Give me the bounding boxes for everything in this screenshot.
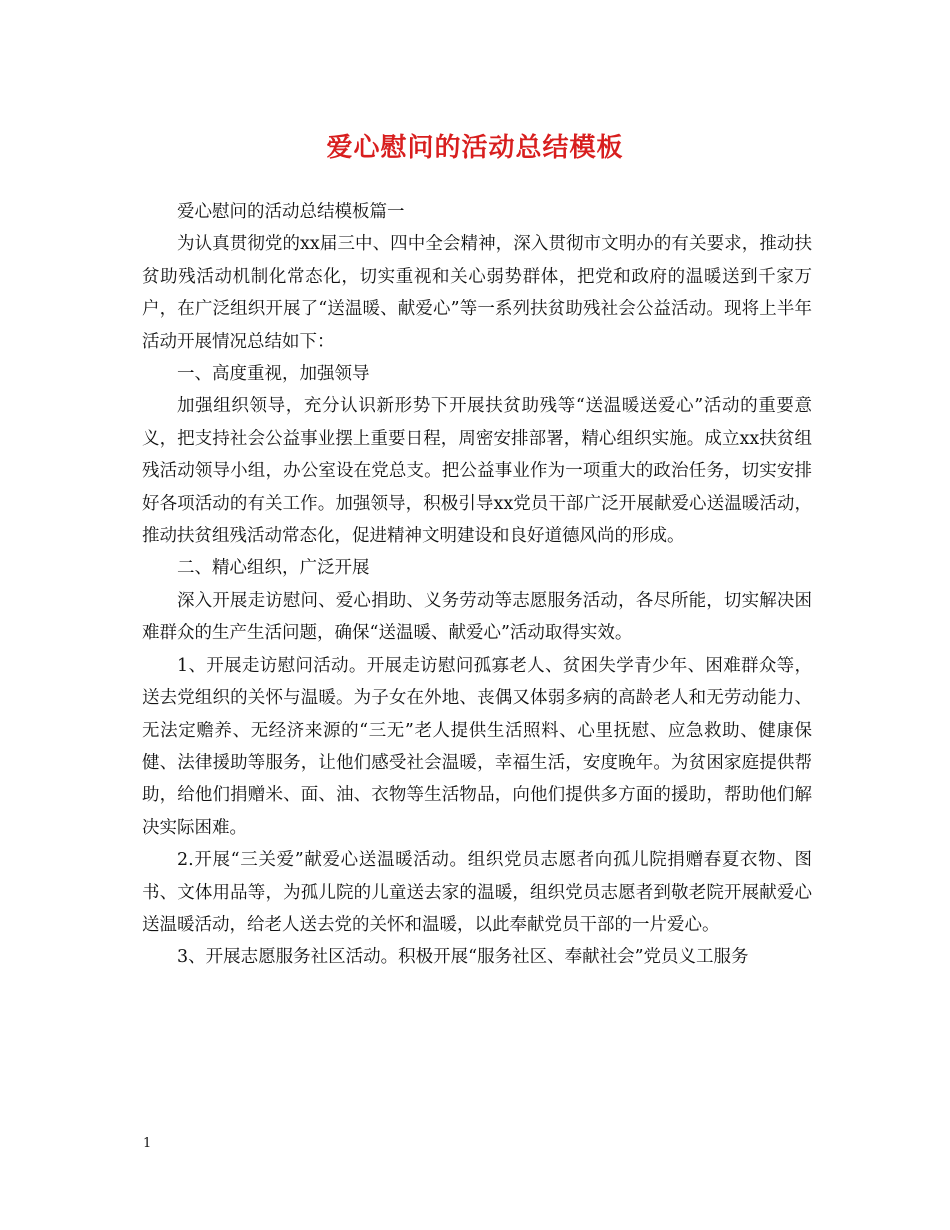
paragraph-intro: 为认真贯彻党的xx届三中、四中全会精神，深入贯彻市文明办的有关要求，推动扶贫助残活动机制化常态化，切实重视和关心弱势群体，把党和政府的温暖送到千家万户，在广泛组织开展了“送温暖、献爱心”等一系列扶贫助残社会公益活动。现将上半年活动开展情况总结如下： (142, 234, 812, 352)
paragraph-subtitle: 爱心慰问的活动总结模板篇一 (177, 202, 405, 222)
section-heading-2: 二、精心组织，广泛开展 (177, 558, 370, 579)
document-body (142, 196, 812, 974)
paragraph-item-2: 2.开展“三关爱”献爱心送温暖活动。组织党员志愿者向孤儿院捐赠春夏衣物、图书、文体用品等，为孤儿院的儿童送去家的温暖，组织党员志愿者到敬老院开展献爱心送温暖活动，给老人送去党的关怀和温暖，以此奉献党员干部的一片爱心。 (142, 850, 812, 935)
page-title: 爱心慰问的活动总结模板 (326, 133, 624, 163)
paragraph-item-3: 3、开展志愿服务社区活动。积极开展“服务社区、奉献社会”党员义工服务 (177, 947, 749, 968)
paragraph-leadership: 加强组织领导，充分认识新形势下开展扶贫助残等“送温暖送爱心”活动的重要意义，把支持社会公益事业摆上重要日程，周密安排部署，精心组织实施。成立xx扶贫组残活动领导小组，办公室设在党总支。把公益事业作为一项重大的政治任务，切实安排好各项活动的有关工作。加强领导，积极引导xx党员干部广泛开展献爱心送温暖活动，推动扶贫组残活动常态化，促进精神文明建设和良好道德风尚的形成。 (142, 396, 812, 547)
section-heading-1: 一、高度重视，加强领导 (177, 364, 370, 385)
paragraph-organization: 深入开展走访慰问、爱心捐助、义务劳动等志愿服务活动，各尽所能，切实解决困难群众的生产生活问题，确保“送温暖、献爱心”活动取得实效。 (142, 590, 812, 644)
page-number: 1 (143, 1136, 152, 1151)
paragraph-item-1: 1、开展走访慰问活动。开展走访慰问孤寡老人、贫困失学青少年、困难群众等，送去党组织的关怀与温暖。为子女在外地、丧偶又体弱多病的高龄老人和无劳动能力、无法定赡养、无经济来源的“三无”老人提供生活照料、心里抚慰、应急救助、健康保健、法律援助等服务，让他们感受社会温暖，幸福生活，安度晚年。为贫困家庭提供帮助，给他们捐赠米、面、油、衣物等生活物品，向他们提供多方面的援助，帮助他们解决实际困难。 (142, 655, 812, 838)
